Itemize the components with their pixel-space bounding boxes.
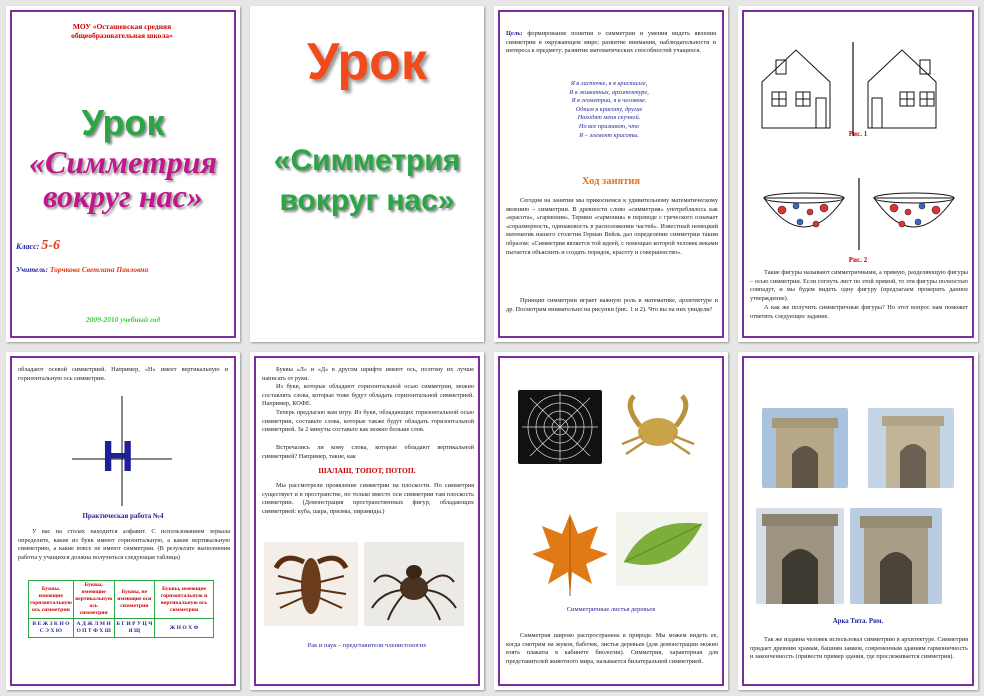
class-value: 5-6 bbox=[41, 238, 60, 253]
arch-caption: Арка Тита. Рим. bbox=[832, 618, 884, 625]
space-symmetry-paragraph: Мы рассмотрели проявление симметрии на плоскости. Но симметрия существует и в пространстве, но только вместо оси симметрии там плоскость симметрии. (Демонстрация пространственных фигур, обладающих симметрией: куба, шара, призмы, пирамиды.) bbox=[262, 482, 474, 515]
horizontal-words-paragraph: Из букв, которые обладают горизонтальной осью симметрии, можно составлять слова, которые тоже будут обладать горизонтальной симметрией. Например, КОФЕ. bbox=[262, 383, 474, 408]
axis-intro-text: обладают осевой симметрией. Например, «Н» имеет вертикальную и горизонтальную ось симметрии. bbox=[18, 366, 228, 382]
table-cell: А Д Ж Л М Н О П Т Ф Х Ш bbox=[73, 619, 114, 638]
arch-photo-4 bbox=[850, 508, 942, 604]
poem-line: Я – элемент красоты. bbox=[578, 131, 640, 139]
page-1-title bbox=[6, 6, 240, 342]
poem-line: Одним я красоту, другие bbox=[575, 105, 643, 113]
bowl-right bbox=[874, 198, 954, 227]
goal-label: Цель: bbox=[506, 30, 523, 37]
title-lesson: Урок bbox=[81, 102, 165, 143]
maple-leaf-photo bbox=[528, 508, 612, 600]
poem-line: Но все признают, что bbox=[578, 122, 640, 130]
arch-photo-2 bbox=[868, 408, 954, 488]
bowl-left bbox=[764, 198, 844, 227]
symmetric-figures-paragraph: Такие фигуры называют симметричными, а прямую, разделяющую фигуры – осью симметрии. Если согнуть лист по этой прямой, то эти фигуры полностью совпадут, и мы будем видеть одну фигуру (предлагаем проверить данное утверждение). bbox=[750, 269, 968, 302]
poem bbox=[534, 80, 684, 140]
page-border bbox=[498, 10, 724, 338]
page-6-words-game bbox=[250, 352, 484, 690]
letters-table bbox=[28, 580, 214, 638]
page-8-architecture bbox=[738, 352, 978, 690]
table-header: Буквы, имеющие горизонтальную ось симметрии bbox=[29, 581, 74, 619]
goal-paragraph bbox=[506, 30, 716, 56]
nature-symmetry-paragraph: Симметрия широко распространена в природе. Мы можем видеть ее, когда смотрим на жуков, бабочек, листья деревьев (для демонстрации можно взять плакаты в кабинете биологии). Симметрия, характерная для представителей животного мира, называется билатеральной симметрией. bbox=[506, 632, 718, 665]
title-lesson: Урок bbox=[307, 33, 427, 91]
principle-paragraph: Принцип симметрии играет важную роль в математике, архитектуре и др. Посмотрим внимательно на рисунки (рис. 1 и 2). Что вы на них увидели? bbox=[506, 297, 718, 313]
architecture-paragraph: Так же издавна человек использовал симметрию в архитектуре. Симметрия придает древним храмам, башням замков, современным зданиям гармоничность и законченность (привести пример здания, где прослеживается симметрия). bbox=[750, 636, 968, 661]
poem-line: Я в геометрии, я в человеке. bbox=[571, 97, 647, 105]
school-name: МОУ «Осташевская средняя общеобразовательная школа» bbox=[71, 22, 173, 40]
page-4-figures bbox=[738, 6, 978, 342]
crab-photo bbox=[614, 386, 702, 466]
table-cell: Ж Н О Х Ф bbox=[155, 619, 214, 638]
poem-line: Находят меня скучной. bbox=[577, 114, 641, 122]
title-around-us: вокруг нас» bbox=[279, 184, 455, 217]
title-symmetry: «Симметрия bbox=[273, 144, 461, 177]
arch-photo-3 bbox=[756, 508, 844, 604]
title-symmetry: «Симметрия bbox=[29, 144, 217, 180]
spider-photo bbox=[364, 542, 464, 626]
poem-line: Я в листочке, я в кристалле, bbox=[570, 80, 648, 87]
page-7-nature bbox=[494, 352, 728, 690]
page-5-practical-work bbox=[6, 352, 240, 690]
table-cell: В Е Ж З К Н О С Э Х Ю bbox=[29, 619, 74, 638]
green-leaf-photo bbox=[616, 512, 708, 586]
teacher-value: Торчкова Светлана Павловна bbox=[49, 265, 149, 274]
class-label: Класс: bbox=[16, 242, 40, 251]
poem-line: Я в животных, архитектуре, bbox=[569, 88, 649, 96]
vertical-words-paragraph: Встречались ли кому слова, которые обладают вертикальной симметрией? Например, такие, как bbox=[262, 444, 474, 460]
question-paragraph: А как же получить симметричные фигуры? Но этот вопрос нам поможет ответить следующее задание. bbox=[750, 304, 968, 320]
leaves-caption: Симметричные листья деревьев bbox=[566, 606, 656, 613]
game-paragraph: Теперь предлагаю вам игру. Из букв, обладающих горизонтальной осью симметрии, составьте слова, которые также будут обладать горизонтальной симметрией. За 2 минуты составьте как можно больше слов. bbox=[262, 409, 474, 434]
school-year: 2009-2010 учебный год bbox=[85, 315, 161, 324]
photo-caption: Рак и паук – представители членистоногих bbox=[307, 642, 427, 649]
figure-houses bbox=[738, 36, 978, 156]
table-header: Буквы, не имеющие оси симметрии bbox=[114, 581, 155, 619]
goal-text: формирование понятия о симметрии и умения видеть явления симметрии в окружающем мире; развитие внимания, наблюдательности и интереса к предмету; развитие математических способностей учащихся. bbox=[506, 30, 716, 55]
figure-2-caption: Рис. 2 bbox=[848, 256, 868, 264]
title-around-us: вокруг нас» bbox=[43, 178, 203, 214]
teacher-label: Учитель: bbox=[16, 265, 48, 274]
spiderweb-photo bbox=[518, 390, 602, 464]
symmetric-words: ШАЛАШ, ТОПОТ, ПОТОП. bbox=[318, 466, 416, 475]
practical-work-title: Практическая работа №4 bbox=[82, 512, 164, 520]
figure-1-caption: Рис. 1 bbox=[848, 130, 868, 138]
house-left bbox=[762, 50, 830, 128]
arch-photo-1 bbox=[762, 408, 848, 488]
page-3-lesson-goal bbox=[494, 6, 728, 342]
figure-bowls bbox=[738, 176, 978, 256]
table-cell: Б Г И Р У Ц Ч Я Щ bbox=[114, 619, 155, 638]
intro-paragraph: Сегодня на занятии мы прикоснемся к удивительному математическому явлению – симметрии. В древности слово «симметрия» употреблялось как «красота», «гармония». Термин «гармония» в переводе с греческого означает «соразмерность, одинаковость в расположении частей». Известный немецкий математик нашего столетия Герман Вейль дал определение симметрии таким образом: «Симметрия является той идеей, с помощью которой человек веками пытается объяснить и создать порядок, красоту и совершенство». bbox=[506, 197, 718, 256]
table-header: Буквы, имеющие горизонтальную и вертикальную ось симметрии bbox=[155, 581, 214, 619]
alphabet-task-paragraph: У вас на столах находится алфавит. С использованием зеркала определите, какие из букв имеют горизонтальную, а какие вертикальную симметрию, а какие вовсе не имеют симметрии. (В результате выполнения работы у учащихся должна получиться следующая таблица) bbox=[18, 528, 230, 561]
table-header: Буквы, имеющие вертикальную ось симметрии bbox=[73, 581, 114, 619]
letter-h: Н bbox=[102, 432, 134, 481]
house-right bbox=[868, 50, 936, 128]
crayfish-photo bbox=[264, 542, 358, 626]
page-2-title bbox=[250, 6, 484, 342]
lesson-progress-heading: Ход занятия bbox=[581, 176, 641, 187]
letters-l-d-paragraph: Буквы «Л» и «Д» в другом шрифте имеют ось, поэтому их лучше написать от руки. bbox=[262, 366, 474, 382]
